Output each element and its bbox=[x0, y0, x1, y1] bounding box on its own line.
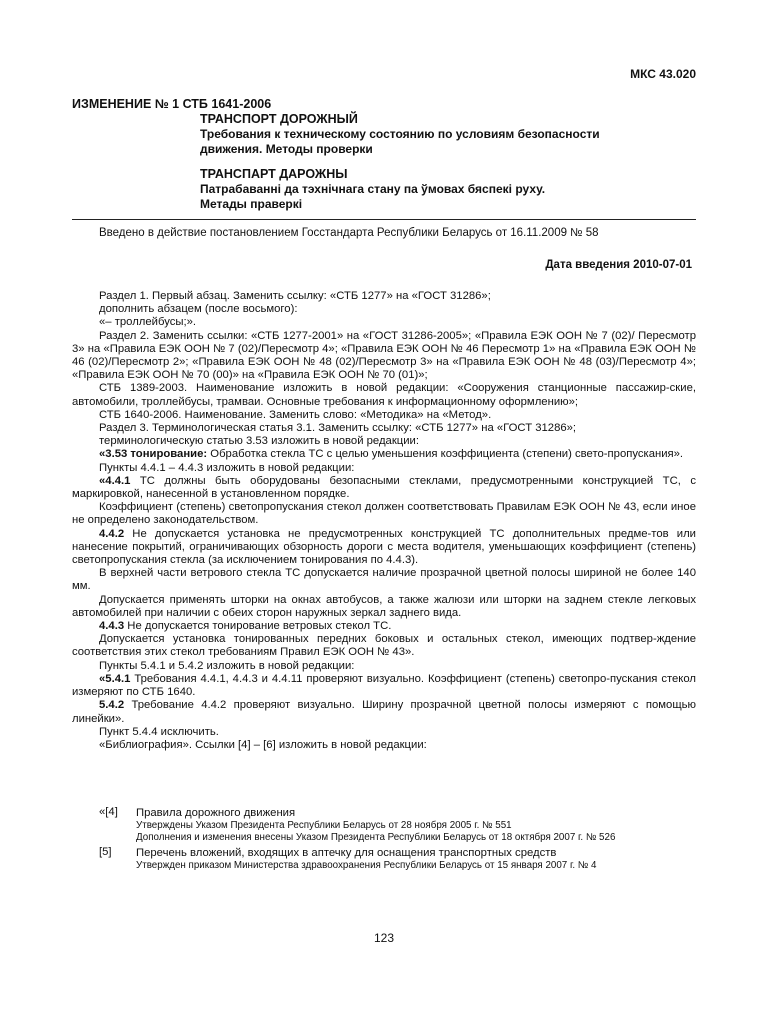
subtitle-ru-line-2: движения. Методы проверки bbox=[200, 142, 373, 156]
paragraph: Пункты 5.4.1 и 5.4.2 изложить в новой редакции: bbox=[99, 659, 355, 672]
mks-code: МКС 43.020 bbox=[630, 67, 696, 81]
ref-number: [5] bbox=[99, 846, 112, 858]
paragraph-bold-lead: «3.53 тонирование: Обработка стекла ТС с целью уменьшения коэффициента (степени) свето-пропускания». bbox=[99, 448, 684, 461]
paragraph-bold-lead: «5.4.1 Требования 4.4.1, 4.4.3 и 4.4.11 проверяют визуально. Коэффициент (степень) светопро-пускания стекол измеряют по СТБ 1640. bbox=[72, 672, 696, 699]
bibliography-list bbox=[99, 806, 699, 874]
bibliography-item bbox=[99, 806, 699, 844]
bibliography-item bbox=[99, 846, 699, 872]
paragraph: СТБ 1389-2003. Наименование изложить в новой редакции: «Сооружения станционные пассажир-ские, автомобили, троллейбусы, трамваи. Основные требования к информационному оформлению»; bbox=[72, 382, 696, 408]
page-number: 123 bbox=[373, 931, 395, 945]
ref-note: Утвержден приказом Министерства здравоохранения Республики Беларусь от 15 января 2007 г. № 4 bbox=[136, 860, 597, 871]
paragraph-bold-lead: 5.4.2 Требование 4.4.2 проверяют визуально. Ширину прозрачной цветной полосы измеряют с помощью линейки». bbox=[72, 699, 696, 725]
ref-number: «[4] bbox=[99, 806, 118, 818]
ref-title: Перечень вложений, входящих в аптечку для оснащения транспортных средств bbox=[136, 847, 557, 859]
header-divider bbox=[72, 219, 696, 220]
paragraph: Раздел 2. Заменить ссылки: «СТБ 1277-2001» на «ГОСТ 31286-2005»; «Правила ЕЭК ООН № 7 (02)/ Пересмотр 3» на «Правила ЕЭК ООН № 7 (02)/Пересмотр 4»; «Правила ЕЭК ООН № 46 Пересмотр 1» на «Правила ЕЭК ООН № 46 (02)/Пересмотр 2»; «Правила ЕЭК ООН № 48 (02)/Пересмотр 3» на «Правила ЕЭК ООН № 48 (03)/Пересмотр 4»; «Правила ЕЭК ООН № 70 (00)» на «Правила ЕЭК ООН № 70 (01)»; bbox=[72, 329, 696, 382]
paragraph: Допускается установка тонированных передних боковых и остальных стекол, имеющих подтвер-ждение соответствия этих стекол требованиям Правил ЕЭК ООН № 43». bbox=[72, 633, 696, 659]
amendment-body bbox=[72, 290, 696, 752]
ref-note: Дополнения и изменения внесены Указом Президента Республики Беларусь от 18 октября 2007 г. № 526 bbox=[136, 832, 616, 843]
subtitle-by-line-1: Патрабаванні да тэхнічнага стану па ўмовах бяспекі руху. bbox=[200, 182, 546, 196]
title-by: ТРАНСПАРТ ДАРОЖНЫ bbox=[200, 167, 348, 181]
paragraph: Допускается применять шторки на окнах автобусов, а также жалюзи или шторки на заднем стекле легковых автомобилей при наличии с обеих сторон наружных зеркал заднего вида. bbox=[72, 593, 696, 619]
change-title: ИЗМЕНЕНИЕ № 1 СТБ 1641-2006 bbox=[72, 97, 272, 111]
subtitle-by-line-2: Метады праверкі bbox=[200, 197, 303, 211]
paragraph: терминологическую статью 3.53 изложить в новой редакции: bbox=[99, 435, 420, 448]
paragraph: Пункт 5.4.4 исключить. bbox=[99, 725, 219, 738]
paragraph: Пункты 4.4.1 – 4.4.3 изложить в новой редакции: bbox=[99, 461, 355, 474]
paragraph: СТБ 1640-2006. Наименование. Заменить слово: «Методика» на «Метод». bbox=[99, 408, 492, 421]
paragraph: Раздел 1. Первый абзац. Заменить ссылку: «СТБ 1277» на «ГОСТ 31286»; bbox=[99, 290, 491, 302]
ref-title: Правила дорожного движения bbox=[136, 807, 296, 819]
subtitle-ru-line-1: Требования к техническому состоянию по условиям безопасности bbox=[200, 127, 600, 141]
paragraph: дополнить абзацем (после восьмого): bbox=[99, 303, 298, 316]
standard-titles bbox=[200, 112, 690, 212]
paragraph: Раздел 3. Терминологическая статья 3.1. Заменить ссылку: «СТБ 1277» на «ГОСТ 31286»; bbox=[99, 422, 577, 435]
effective-date: Дата введения 2010-07-01 bbox=[545, 259, 692, 271]
paragraph: «Библиография». Ссылки [4] – [6] изложить в новой редакции: bbox=[99, 738, 427, 751]
ref-note: Утверждены Указом Президента Республики Беларусь от 28 ноября 2005 г. № 551 bbox=[136, 820, 512, 831]
paragraph-bold-lead: «4.4.1 ТС должны быть оборудованы безопасными стеклами, предусмотренными конструкцией ТС, с маркировкой, нанесенной в установленном порядке. bbox=[72, 474, 696, 501]
paragraph-bold-lead: 4.4.3 Не допускается тонирование ветровых стекол ТС. bbox=[99, 620, 392, 633]
enactment-note: Введено в действие постановлением Госстандарта Республики Беларусь от 16.11.2009 № 58 bbox=[99, 227, 599, 239]
paragraph: «– троллейбусы;». bbox=[99, 316, 197, 329]
paragraph: Коэффициент (степень) светопропускания стекол должен соответствовать Правилам ЕЭК ООН № 43, если иное не определено законодательством. bbox=[72, 501, 696, 527]
paragraph-bold-lead: 4.4.2 Не допускается установка не предусмотренных конструкцией ТС дополнительных предме-тов или нанесение покрытий, ограничивающих обзорность дороги с места водителя, уменьшающих коэффициент (степень) светопропускания стекла (за исключением тонирования по 4.4.3). bbox=[72, 527, 696, 567]
paragraph: В верхней части ветрового стекла ТС допускается наличие прозрачной цветной полосы шириной не более 140 мм. bbox=[72, 567, 696, 593]
title-ru: ТРАНСПОРТ ДОРОЖНЫЙ bbox=[200, 112, 358, 126]
